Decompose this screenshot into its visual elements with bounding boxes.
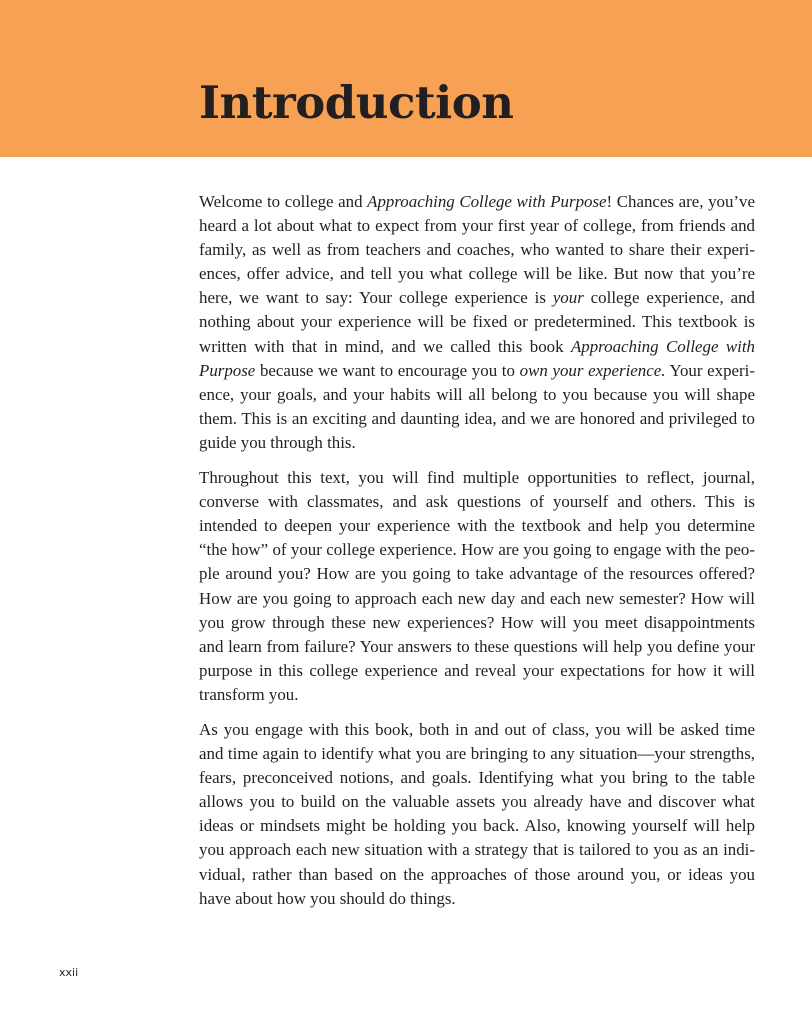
emphasis: your xyxy=(552,288,584,308)
text-run: Welcome to college and xyxy=(199,192,368,211)
book-title-emphasis: Approaching College with Purpose xyxy=(199,336,755,380)
page-number: xxii xyxy=(59,966,79,979)
text-run: ! Chances are, you’ve heard a lot about what to expect from your first year of college, from friends and family, as well as from teachers and coaches, who wanted to share their experiences, offer advice, and tell you what college will be like. But now that you’re here, we want to say: Your college experience is xyxy=(199,192,755,308)
body-text xyxy=(199,190,755,922)
book-title-emphasis: Approaching College with Purpose xyxy=(367,192,607,211)
paragraph-2 xyxy=(199,466,755,707)
emphasis: own your experience. xyxy=(519,360,666,380)
paragraph-3 xyxy=(199,718,755,911)
text-run: Your experience, your goals, and your habits will all belong to you because you will shape them. This is an exciting and daunting idea, and we are honored and privileged to guide you through this. xyxy=(199,360,755,452)
text-run: As you engage with this book, both in and out of class, you will be asked time and time again to identify what you are bringing to any situation—your strengths, fears, preconceived notions, and goals. Identifying what you bring to the table allows you to build on the valuable assets you already have and discover what ideas or mindsets might be holding you back. Also, knowing yourself will help you approach each new situation with a strategy that is tailored to you as an individual, rather than based on the approaches of those around you, or ideas you have about how you should do things. xyxy=(199,719,755,908)
text-run: college experience, and nothing about your experience will be fixed or predetermined. This textbook is written with that in mind, and we called this book xyxy=(199,288,755,356)
paragraph-1 xyxy=(199,190,755,455)
chapter-header-band xyxy=(0,0,812,157)
text-run: because we want to encourage you to xyxy=(255,360,520,380)
page-title: Introduction xyxy=(199,76,514,129)
text-run: Throughout this text, you will find multiple opportunities to reflect, journal, converse with classmates, and ask questions of yourself and others. This is intended to deepen your experience with the textbook and help you determine “the how” of your college experience. How are you going to engage with the people around you? How are you going to take advantage of the resources offered? How are you going to approach each new day and each new semester? How will you grow through these new experiences? How will you meet disappointments and learn from failure? Your answers to these questions will help you define your purpose in this college experience and reveal your expectations for how it will transform you. xyxy=(199,468,755,704)
